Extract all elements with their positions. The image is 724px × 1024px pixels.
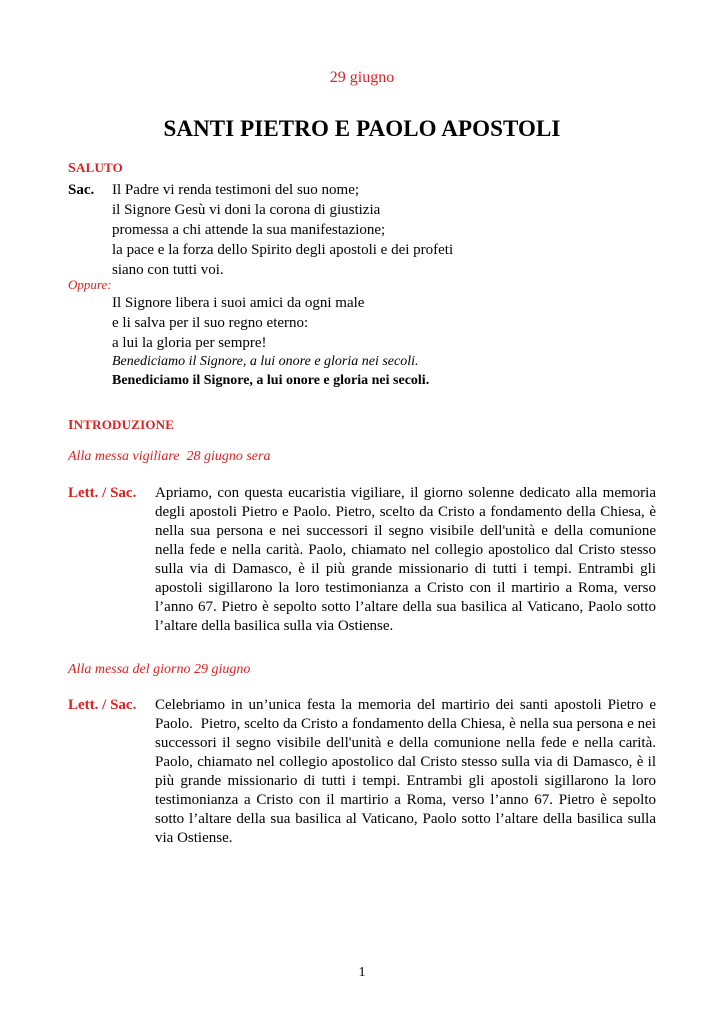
saluto-speaker: Sac. <box>68 182 95 198</box>
giorno-paragraph: Celebriamo in un’unica festa la memoria del martirio dei santi apostoli Pietro e Paolo. Pietro, scelto da Cristo a fondamento della Chiesa, è nella sua persona e nei successori il segno visibile dell'unità e della comunione nella fede e nella carità. Paolo, chiamato nel collegio apostolico dal Cristo stesso sulla via di Damasco, è il più grande missionario di tutti i tempi. Entrambi gli apostoli sigillarono la loro testimonianza a Cristo con il martirio a Roma, verso l’anno 67. Pietro è sepolto sotto l’altare della sua basilica al Vaticano, Paolo sotto l’altare della basilica sulla via Ostiense. <box>155 697 660 846</box>
page-number: 1 <box>358 965 366 980</box>
introduzione-heading <box>68 417 174 434</box>
saluto-line: la pace e la forza dello Spirito degli apostoli e dei profeti <box>112 242 454 258</box>
saluto-alt-line: a lui la gloria per sempre! <box>112 335 267 351</box>
saluto-heading-initial: S <box>68 161 76 176</box>
giorno-speaker: Lett. / Sac. <box>68 697 137 713</box>
saluto-text <box>112 180 453 280</box>
saluto-heading <box>68 160 123 177</box>
saluto-line: promessa a chi attende la sua manifestazione; <box>112 222 386 238</box>
giorno-subheading: Alla messa del giorno 29 giugno <box>68 662 251 677</box>
date: 29 giugno <box>329 69 395 86</box>
saluto-alt-line: e li salva per il suo regno eterno: <box>112 315 309 331</box>
oppure-label: Oppure: <box>68 277 112 292</box>
introduzione-heading-rest: NTRODUZIONE <box>73 417 175 432</box>
response-bold: Benediciamo il Signore, a lui onore e gloria nei secoli. <box>112 373 430 388</box>
saluto-line: siano con tutti voi. <box>112 262 224 278</box>
vigiliare-speaker: Lett. / Sac. <box>68 485 137 501</box>
saluto-line: il Signore Gesù vi doni la corona di giustizia <box>112 202 381 218</box>
saluto-heading-rest: ALUTO <box>76 160 123 175</box>
response-italic: Benediciamo il Signore, a lui onore e gloria nei secoli. <box>112 354 419 369</box>
page-title: SANTI PIETRO E PAOLO APOSTOLI <box>163 116 561 141</box>
saluto-line: Il Padre vi renda testimoni del suo nome; <box>112 182 360 198</box>
vigiliare-paragraph: Apriamo, con questa eucaristia vigiliare, il giorno solenne dedicato alla memoria degli apostoli Pietro e Paolo. Pietro, scelto da Cristo a fondamento della Chiesa, è nella sua persona e nei successori il segno visibile dell'unità e della comunione nella fede e nella carità. Paolo, chiamato nel collegio apostolico dal Cristo stesso sulla via di Damasco, è il più grande missionario di tutti i tempi. Entrambi gli apostoli sigillarono la loro testimonianza a Cristo con il martirio a Roma, verso l’anno 67. Pietro è sepolto sotto l’altare della sua basilica al Vaticano, Paolo sotto l’altare della basilica sulla via Ostiense. <box>155 485 656 634</box>
saluto-alt-text <box>112 293 429 391</box>
introduzione-heading-initial: I <box>68 418 74 433</box>
vigiliare-subheading: Alla messa vigiliare 28 giugno sera <box>68 449 271 464</box>
saluto-alt-line: Il Signore libera i suoi amici da ogni male <box>112 295 365 311</box>
